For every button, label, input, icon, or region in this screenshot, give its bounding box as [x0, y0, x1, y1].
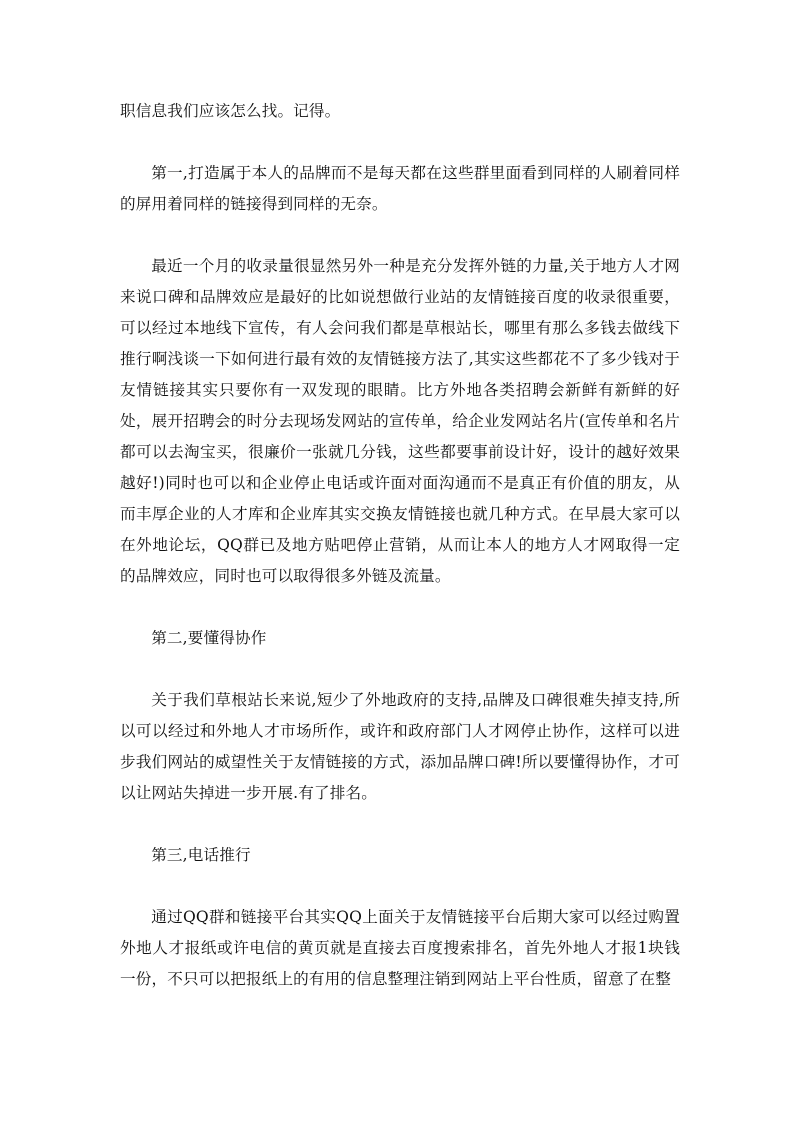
document-body — [120, 96, 680, 995]
paragraph-cooperation: 关于我们草根站长来说,短少了外地政府的支持,品牌及口碑很难失掉支持,所以可以经过和外地人才市场所作，或许和政府部门人才网停止协作，这样可以进步我们网站的威望性关于友情链接的方式，添加品牌口碑!所以要懂得协作，才可以让网站失掉进一步开展.有了排名。 — [120, 691, 680, 802]
paragraph-point-one: 第一,打造属于本人的品牌而不是每天都在这些群里面看到同样的人刷着同样的屏用着同样的链接得到同样的无奈。 — [120, 164, 680, 213]
paragraph-external-links: 最近一个月的收录量很显然另外一种是充分发挥外链的力量,关于地方人才网来说口碑和品牌效应是最好的比如说想做行业站的友情链接百度的收录很重要，可以经过本地线下宣传，有人会问我们都是草根站长，哪里有那么多钱去做线下推行啊浅谈一下如何进行最有效的友情链接方法了,其实这些都花不了多少钱对于友情链接其实只要你有一双发现的眼睛。比方外地各类招聘会新鲜有新鲜的好处，展开招聘会的时分去现场发网站的宣传单，给企业发网站名片(宣传单和名片都可以去淘宝买，很廉价一张就几分钱，这些都要事前设计好，设计的越好效果越好!)同时也可以和企业停止电话或许面对面沟通而不是真正有价值的朋友，从而丰厚企业的人才库和企业库其实交换友情链接也就几种方式。在早晨大家可以在外地论坛，QQ群已及地方贴吧停止营销，从而让本人的地方人才网取得一定的品牌效应，同时也可以取得很多外链及流量。 — [120, 257, 680, 585]
heading-point-two: 第二,要懂得协作 — [151, 629, 267, 647]
paragraph-phone-promotion: 通过QQ群和链接平台其实QQ上面关于友情链接平台后期大家可以经过购置外地人才报纸或许电信的黄页就是直接去百度搜索排名，首先外地人才报1块钱一份，不只可以把报纸上的有用的信息整理注销到网站上平台性质，留意了在整 — [120, 908, 680, 988]
heading-point-three: 第三,电话推行 — [151, 846, 251, 864]
paragraph-continuation: 职信息我们应该怎么找。记得。 — [120, 102, 341, 120]
